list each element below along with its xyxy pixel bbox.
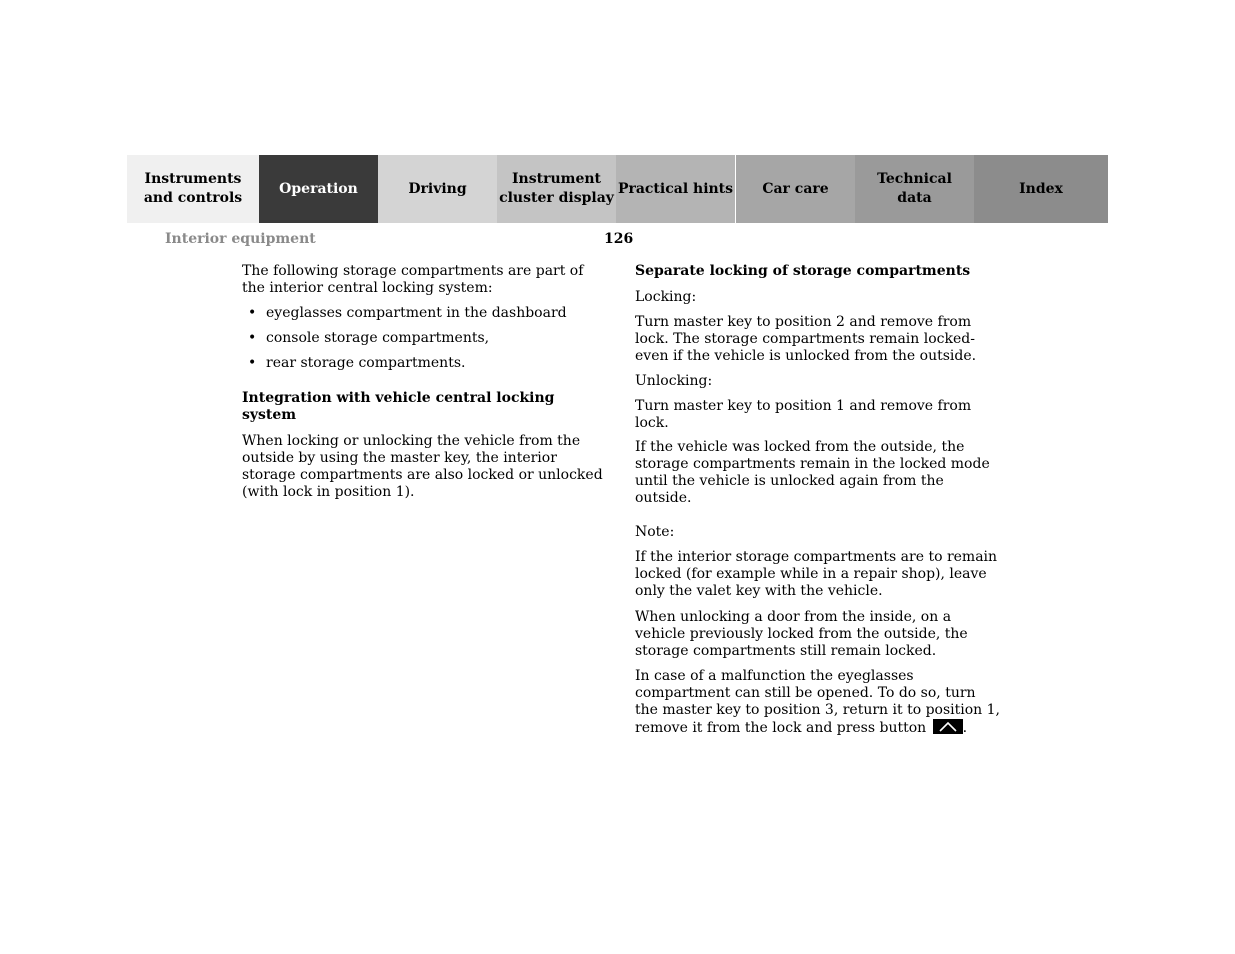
bullet-icon: •	[248, 305, 257, 321]
separate-locking-heading: Separate locking of storage compartments	[635, 263, 971, 279]
locking-label: Locking:	[635, 289, 697, 305]
integration-paragraph: When locking or unlocking the vehicle from the outside by using the master key, the interior storage compartments are also locked or unlocked (with lock in position 1).	[242, 433, 603, 500]
note-paragraph-1: If the interior storage compartments are to remain locked (for example while in a repair shop), leave only the valet key with the vehicle.	[635, 549, 998, 599]
note-paragraph-2: When unlocking a door from the inside, on a vehicle previously locked from the outside, the storage compartments still remain locked.	[635, 609, 968, 659]
note-paragraph-3	[635, 668, 1000, 737]
tab-instrument-cluster-display[interactable]: Instrument cluster display	[497, 155, 616, 223]
locking-paragraph: Turn master key to position 2 and remove from lock. The storage compartments remain locked- even if the vehicle is unlocked from the outside.	[635, 314, 977, 364]
tab-operation[interactable]: Operation	[259, 155, 378, 223]
list-item	[242, 305, 607, 322]
note-paragraph-3-end: .	[962, 720, 968, 736]
unlocking-note-paragraph: If the vehicle was locked from the outside, the storage compartments remain in the locked mode until the vehicle is unlocked again from the outside.	[635, 439, 990, 506]
tab-index[interactable]: Index	[974, 155, 1108, 223]
unlocking-paragraph: Turn master key to position 1 and remove from lock.	[635, 398, 972, 431]
left-column	[242, 263, 607, 501]
chapter-tab-bar	[127, 155, 1108, 223]
unlocking-label: Unlocking:	[635, 373, 713, 389]
list-item-text: console storage compartments,	[266, 330, 490, 346]
tab-car-care[interactable]: Car care	[736, 155, 855, 223]
bullet-icon: •	[248, 330, 257, 346]
note-paragraph-3-text: In case of a malfunction the eyeglasses compartment can still be opened. To do so, turn the master key to position 3, return it to position 1, remove it from the lock and press button	[635, 668, 1000, 736]
list-item-text: rear storage compartments.	[266, 355, 466, 371]
tab-instruments-and-controls[interactable]: Instruments and controls	[127, 155, 259, 223]
chevron-up-icon	[933, 719, 963, 734]
list-item-text: eyeglasses compartment in the dashboard	[266, 305, 567, 321]
list-item	[242, 330, 607, 347]
compartment-list	[242, 305, 607, 372]
bullet-icon: •	[248, 355, 257, 371]
tab-technical-data[interactable]: Technical data	[855, 155, 974, 223]
right-column	[635, 263, 1000, 737]
section-title: Interior equipment	[165, 231, 316, 247]
integration-heading: Integration with vehicle central locking system	[242, 390, 555, 423]
note-label: Note:	[635, 524, 675, 540]
page-number: 126	[604, 231, 634, 247]
list-item	[242, 355, 607, 372]
tab-practical-hints[interactable]: Practical hints	[616, 155, 736, 223]
tab-driving[interactable]: Driving	[378, 155, 497, 223]
intro-paragraph: The following storage compartments are part of the interior central locking system:	[242, 263, 584, 296]
